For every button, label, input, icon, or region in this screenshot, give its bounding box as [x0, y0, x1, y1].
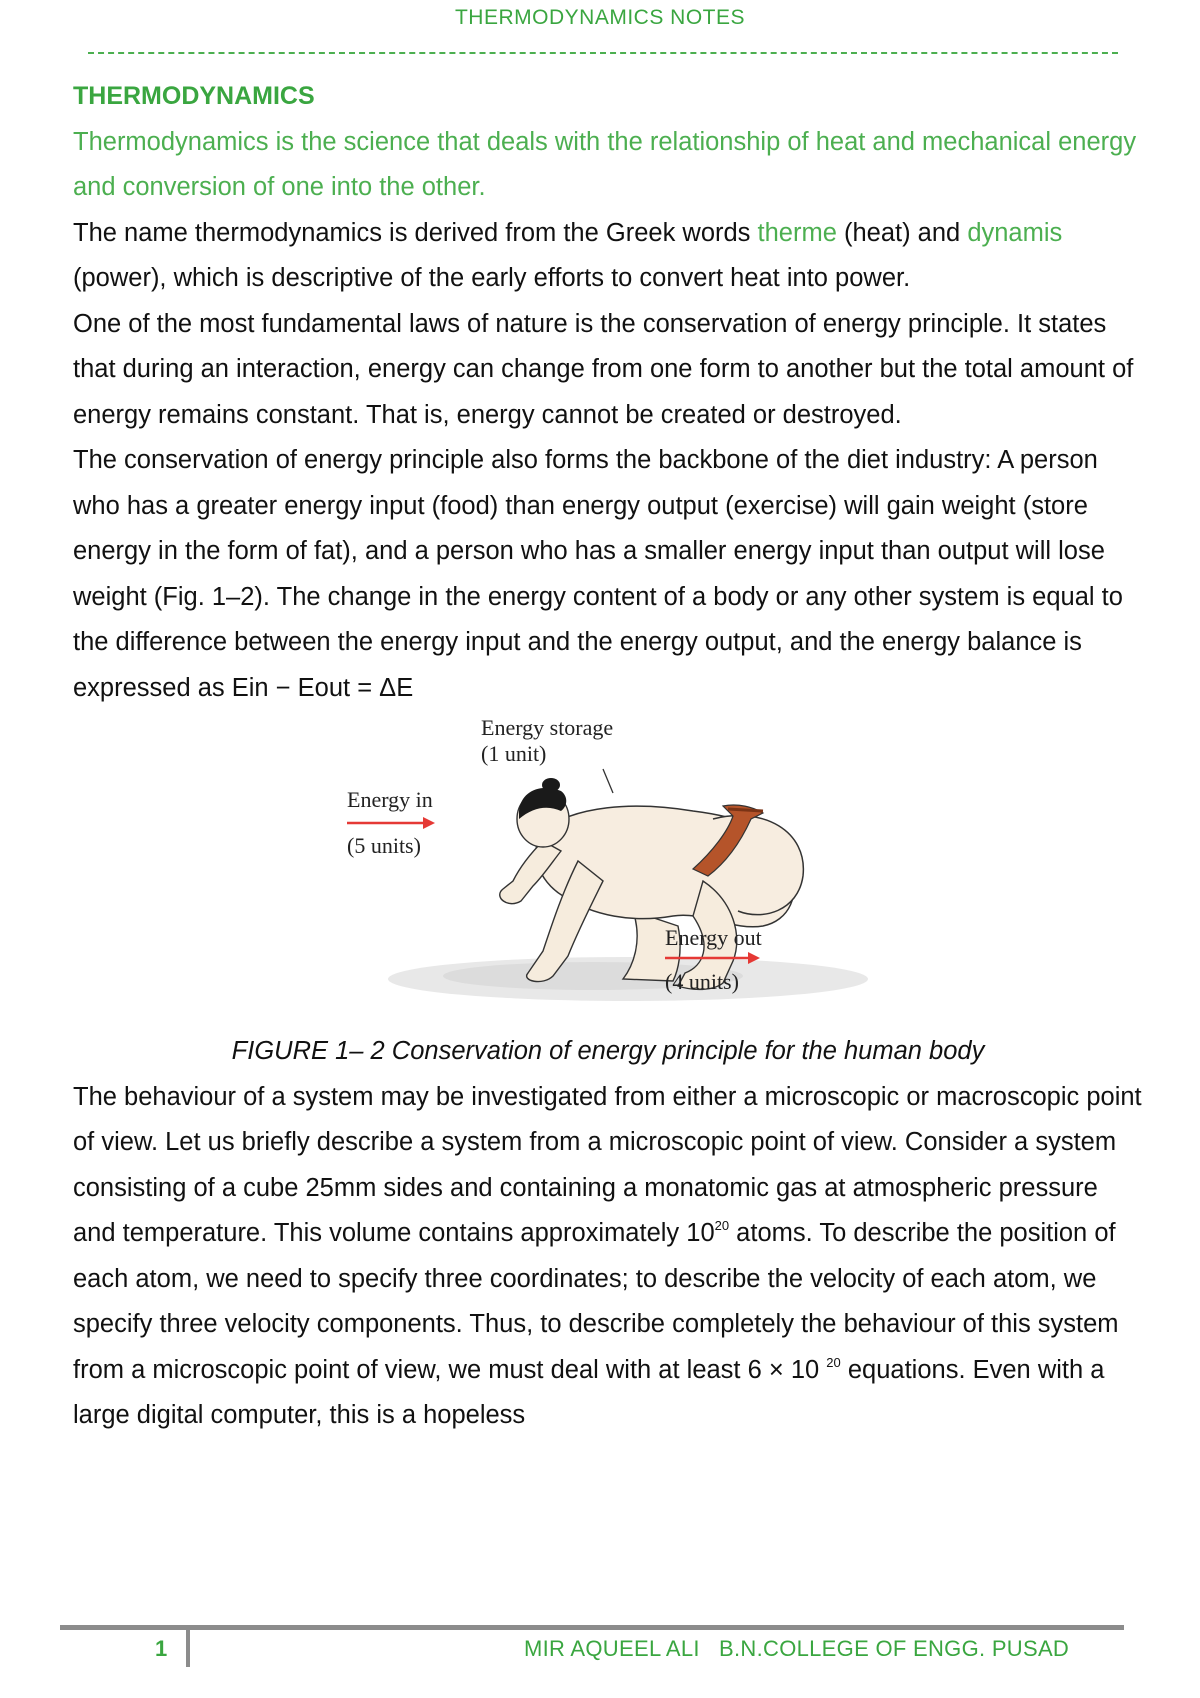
footer-author-college: MIR AQUEEL ALI B.N.COLLEGE OF ENGG. PUSAD [524, 1636, 1070, 1661]
energy-out-units: (4 units) [665, 969, 739, 994]
energy-storage-units: (1 unit) [481, 741, 547, 766]
exponent-20-second: 20 [826, 1354, 841, 1370]
page-header-title: THERMODYNAMICS NOTES [454, 6, 745, 29]
header-divider [88, 52, 1118, 54]
diet-paragraph: The conservation of energy principle also forms the backbone of the diet industry: A person who has a greater energy input (food) than energy output (exercise) will gain weight (store energy in the form of fat), and a person who has a smaller energy input than output will lose weight (Fig. 1–2). The change in the energy content of a body or any other system is equal to the difference between the energy input and the energy output, and the energy balance is expressed as Ein − Eout = ΔE [73, 446, 1123, 702]
figure-caption: FIGURE 1– 2 Conservation of energy principle for the human body [231, 1037, 985, 1065]
microscopic-text-2: atoms. To describe the position of each atom, we need to specify three coordinates; to describe the velocity of each atom, we specify three velocity components. Thus, to describe completely the behaviour of this system from a microscopic point of view, we must deal with at least 6 × 10 [73, 1219, 1119, 1384]
name-origin-text-3: (power), which is descriptive of the early efforts to convert heat into power. [73, 264, 911, 292]
exponent-20-first: 20 [714, 1218, 730, 1233]
energy-in-units: (5 units) [347, 833, 421, 858]
document-body [73, 74, 1143, 1439]
page-number: 1 [155, 1636, 168, 1661]
sumo-wrestler-illustration [73, 711, 1143, 1029]
greek-word-therme: therme [757, 218, 837, 247]
energy-out-label: Energy out [665, 925, 762, 950]
definition-paragraph: Thermodynamics is the science that deals with the relationship of heat and mechanical energy and conversion of one into the other. [73, 127, 1137, 201]
footer-separator [186, 1629, 190, 1667]
footer-divider [60, 1625, 1124, 1630]
microscopic-text-3: equations. Even with a large digital computer, this is a hopeless [73, 1355, 1105, 1429]
name-origin-text-1: The name thermodynamics is derived from the Greek words [73, 218, 758, 247]
name-origin-text-2: (heat) and [836, 218, 968, 247]
energy-figure [73, 711, 1143, 1029]
section-heading: THERMODYNAMICS [73, 82, 315, 110]
microscopic-text-1: The behaviour of a system may be investigated from either a microscopic or macroscopic point of view. Let us briefly describe a system from a microscopic point of view. Consider a system consisting of a cube 25mm sides and containing a monatomic gas at atmospheric pressure and temperature. This volume contains approximately 10 [73, 1082, 1142, 1247]
microscopic-paragraph [73, 1075, 1143, 1439]
energy-storage-label: Energy storage [481, 715, 614, 740]
name-origin-paragraph [73, 211, 1143, 302]
greek-word-dynamis: dynamis [967, 218, 1063, 247]
energy-in-label: Energy in [347, 787, 433, 812]
conservation-paragraph: One of the most fundamental laws of nature is the conservation of energy principle. It states that during an interaction, energy can change from one form to another but the total amount of energy remains constant. That is, energy cannot be created or destroyed. [73, 309, 1134, 429]
